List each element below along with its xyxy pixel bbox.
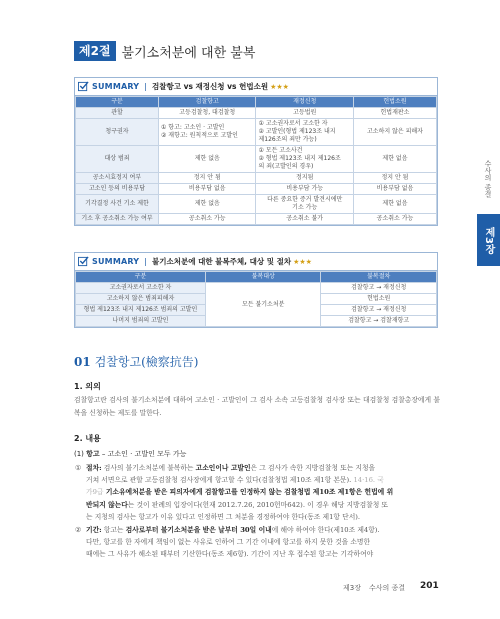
table-cell: 정지 안 됨 — [353, 173, 436, 184]
text-span: 항고는 — [101, 526, 126, 534]
table-cell: 정지 안 됨 — [159, 173, 256, 184]
table-row — [76, 184, 437, 195]
text-line — [86, 499, 440, 511]
bold-text: 기소유예처분을 받은 피의자에게 검찰항고를 인정하지 않는 검찰청법 제10조 제1항은 헌법에 위 — [103, 488, 394, 497]
topic-number: 01 — [74, 355, 91, 369]
table-header-row — [76, 272, 437, 283]
summary-label: SUMMARY — [92, 82, 140, 91]
table-cell: 고등법원 — [256, 108, 353, 119]
text-span: 거쳐 서면으로 관할 고등검찰청 검사장에게 항고할 수 있다(검찰청법 제10조 제1항 본문). — [86, 476, 354, 485]
table-row — [76, 195, 437, 214]
bold-text: 절차: — [86, 464, 102, 472]
table-cell: ① 모든 고소사건 ② 형법 제123조 내지 제126조 의 죄(고발인의 경우) — [256, 146, 353, 173]
bold-text: 고소인이나 고발인 — [195, 464, 251, 472]
table-cell: 제한 없음 — [159, 146, 256, 173]
text-span: 는 것이 판례의 입장이다(헌재 2012.7.26, 2010헌마642). 이 경우 해당 지방검찰청 또 — [127, 500, 389, 509]
summary-box-2 — [74, 252, 438, 328]
table-cell: 고소하지 않은 피해자 — [353, 119, 436, 146]
table-row — [76, 214, 437, 225]
section-badge: 제2절 — [74, 41, 116, 61]
table-cell: 검찰항고 → 재정신청 — [321, 305, 437, 316]
table-cell: 비용부담 없음 — [353, 184, 436, 195]
side-chapter-number: 제3장 — [483, 226, 494, 254]
table-row — [76, 146, 437, 173]
list-item — [75, 524, 440, 561]
subheading-meaning: 1. 의의 — [74, 382, 101, 391]
column-header: 재정신청 — [256, 97, 353, 108]
stars-rating: ★★★ — [293, 257, 312, 266]
table-header-row — [76, 97, 437, 108]
row-header-cell: 고소인 등의 비용부담 — [76, 184, 159, 195]
list-marker: ① — [75, 464, 82, 472]
table-cell: 고소하지 않은 범죄피해자 — [76, 294, 206, 305]
footer-chapter: 제3장 — [343, 584, 361, 592]
summary-bar-2 — [75, 253, 437, 271]
checkbox-icon — [78, 81, 89, 92]
table-cell: ① 고소권자로서 고소한 자 ② 고발인(형법 제123조 내지 제126조의 죄만 가능) — [256, 119, 353, 146]
subheading-content: 2. 내용 — [74, 434, 101, 443]
bold-text: 검사로부터 불기소처분을 받은 날부터 30일 이내 — [125, 526, 272, 534]
table-cell: 제한 없음 — [353, 195, 436, 214]
text-line — [86, 486, 440, 498]
column-header: 검찰항고 — [159, 97, 256, 108]
text-span: 은 그 검사가 속한 지방검찰청 또는 지청을 — [250, 464, 376, 472]
summary-bar-1 — [75, 78, 437, 96]
row-header-cell: 기각결정 사건 기소 제한 — [76, 195, 159, 214]
table-cell: 모든 불기소처분 — [205, 283, 321, 327]
text-line — [86, 474, 440, 486]
table-cell: 공소취소 불가 — [256, 214, 353, 225]
row-header-cell: 청구권자 — [76, 119, 159, 146]
checkbox-icon — [78, 256, 89, 267]
table-cell: 제한 없음 — [353, 146, 436, 173]
text-span: 검사의 불기소처분에 불복하는 — [101, 464, 196, 472]
column-header: 불복대상 — [205, 272, 321, 283]
summary-title: 불기소처분에 대한 불복주체, 대상 및 절차 — [152, 257, 292, 266]
section-header — [74, 40, 255, 62]
stars-rating: ★★★ — [270, 82, 289, 91]
table-cell: 고소권자로서 고소한 자 — [76, 283, 206, 294]
item-heading-bold: 항고 — [86, 450, 100, 458]
item-heading-number: (1) — [74, 450, 84, 458]
exam-note: 14·16. 국 — [353, 476, 384, 485]
text-line — [86, 462, 440, 474]
summary-separator: | — [144, 82, 147, 91]
row-header-cell: 기소 후 공소취소 가능 여부 — [76, 214, 159, 225]
text-span: 에 해야 하여야 한다(제10조 제4항). — [271, 526, 380, 534]
item-heading-rest: – 고소인 · 고발인 모두 가능 — [101, 450, 187, 458]
table-cell: 나머지 범죄의 고발인 — [76, 316, 206, 327]
text-line — [86, 548, 440, 560]
text-line — [86, 536, 440, 548]
page-number: 201 — [420, 581, 439, 591]
table-row — [76, 108, 437, 119]
table-cell: 다른 중요한 증거 발견시에만 기소 가능 — [256, 195, 353, 214]
column-header: 구분 — [76, 272, 206, 283]
table-row — [76, 173, 437, 184]
footer-title: 수사의 종결 — [369, 584, 406, 592]
row-header-cell: 관할 — [76, 108, 159, 119]
text-line — [86, 524, 440, 536]
topic-heading — [74, 353, 198, 370]
row-header-cell: 대상 범죄 — [76, 146, 159, 173]
list-item — [75, 462, 440, 523]
appeal-table — [75, 271, 437, 327]
table-cell: 헌법소원 — [321, 294, 437, 305]
summary-separator: | — [144, 257, 147, 266]
comparison-table — [75, 96, 437, 225]
text-line — [86, 511, 440, 523]
table-row — [76, 119, 437, 146]
topic-title: 검찰항고(檢察抗告) — [94, 355, 199, 369]
item-heading — [74, 449, 186, 459]
text-span: 다만, 항고를 한 자에게 책임이 없는 사유로 인하여 그 기간 이내에 항고를 하지 못한 것을 소명한 — [86, 538, 371, 547]
bold-text: 기간: — [86, 526, 102, 534]
column-header: 구분 — [76, 97, 159, 108]
bold-text: 반되지 않는다 — [86, 500, 128, 509]
row-header-cell: 공소시효정지 여부 — [76, 173, 159, 184]
table-row — [76, 283, 437, 294]
table-cell: 제한 없음 — [159, 195, 256, 214]
meaning-paragraph: 검찰항고란 검사의 불기소처분에 대하여 고소인 · 고발인이 그 검사 소속 고등검찰청 검사장 또는 대검찰청 검찰총장에게 불복을 신청하는 제도를 말한다. — [74, 396, 440, 417]
table-cell: 헌법재판소 — [353, 108, 436, 119]
text-span: 때에는 그 사유가 해소된 때부터 기산한다(동조 제6항). 기간이 지난 후 접수된 항고는 기각하여야 — [86, 550, 374, 559]
list-marker: ② — [75, 526, 82, 534]
table-cell: 정지됨 — [256, 173, 353, 184]
table-cell: 비용부담 가능 — [256, 184, 353, 195]
text-span: 는 지청의 검사는 항고가 이유 있다고 인정하면 그 처분을 경정하여야 한다(동조 제1항 단서). — [86, 512, 361, 521]
column-header: 헌법소원 — [353, 97, 436, 108]
section-title: 불기소처분에 대한 불복 — [121, 45, 256, 61]
table-cell: 고등검찰청, 대검찰청 — [159, 108, 256, 119]
table-cell: 공소취소 가능 — [159, 214, 256, 225]
table-cell: 검찰항고 → 검찰재항고 — [321, 316, 437, 327]
table-cell: 비용부담 없음 — [159, 184, 256, 195]
table-cell: 검찰항고 → 재정신청 — [321, 283, 437, 294]
column-header: 불복절차 — [321, 272, 437, 283]
exam-note: 가9급 — [86, 488, 104, 497]
side-chapter-text: 수사의 종결 — [484, 160, 492, 198]
table-cell: 형법 제123조 내지 제126조 범죄의 고발인 — [76, 305, 206, 316]
summary-label: SUMMARY — [92, 257, 140, 266]
table-cell: 공소취소 가능 — [353, 214, 436, 225]
table-cell: ① 항고: 고소인 · 고발인 ② 재항고: 원칙적으로 고발인 — [159, 119, 256, 146]
summary-box-1 — [74, 77, 438, 226]
summary-title: 검찰항고 vs 재정신청 vs 헌법소원 — [152, 82, 269, 91]
